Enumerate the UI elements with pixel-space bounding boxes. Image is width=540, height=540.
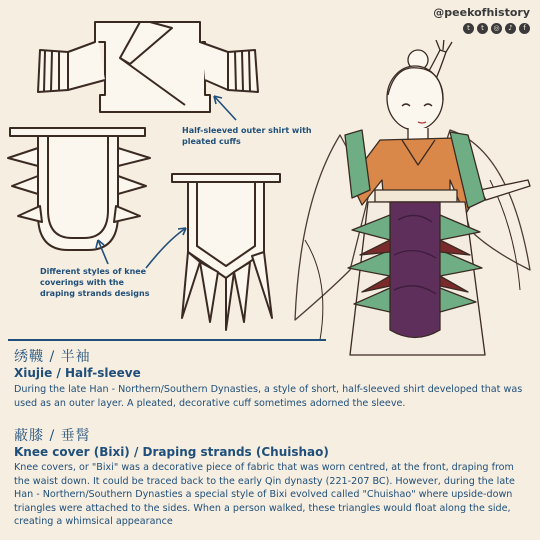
instagram-icon: ◎ bbox=[491, 23, 502, 34]
half-sleeve-shirt-drawing bbox=[38, 22, 258, 112]
section-1-heading: Xiujie / Half-sleeve bbox=[14, 366, 141, 380]
section-2-chinese-title: 蔽膝 / 垂髾 bbox=[14, 428, 91, 444]
social-icons bbox=[463, 23, 530, 34]
facebook-icon: f bbox=[519, 23, 530, 34]
section-1-body: During the late Han - Northern/Southern Dynasties, a style of short, half-sleeved shirt developed that was used as an outer layer. A pleated, decorative cuff sometimes adorned the sleeve. bbox=[14, 384, 523, 409]
section-1-chinese-title: 绣韈 / 半袖 bbox=[14, 349, 91, 365]
shirt-annotation: Half-sleeved outer shirt with pleated cuffs bbox=[182, 126, 312, 146]
tumblr-icon: t bbox=[477, 23, 488, 34]
tiktok-icon: ♪ bbox=[505, 23, 516, 34]
section-2-body: Knee covers, or "Bixi" was a decorative piece of fabric that was worn centred, at the front, draping from the waist down. It could be traced back to the early Qin dynasty (221-207 BC). However, during the late Han - Northern/Southern Dynasties a special style of Bixi evolved called "Chuishao" where upside-down triangles were attached to the sides. When a person walked, these triangles would float along the side, creating a whimsical appearance bbox=[14, 462, 515, 528]
section-divider bbox=[8, 339, 326, 341]
knee-cover-drawing-2 bbox=[172, 174, 280, 330]
section-2-heading: Knee cover (Bixi) / Draping strands (Chuishao) bbox=[14, 445, 329, 459]
knee-cover-drawing-1 bbox=[8, 128, 150, 250]
figure-illustration bbox=[290, 40, 540, 360]
account-handle: @peekofhistory bbox=[433, 6, 530, 19]
knee-cover-annotation: Different styles of knee coverings with the draping strands designs bbox=[40, 267, 150, 298]
twitter-icon: t bbox=[463, 23, 474, 34]
